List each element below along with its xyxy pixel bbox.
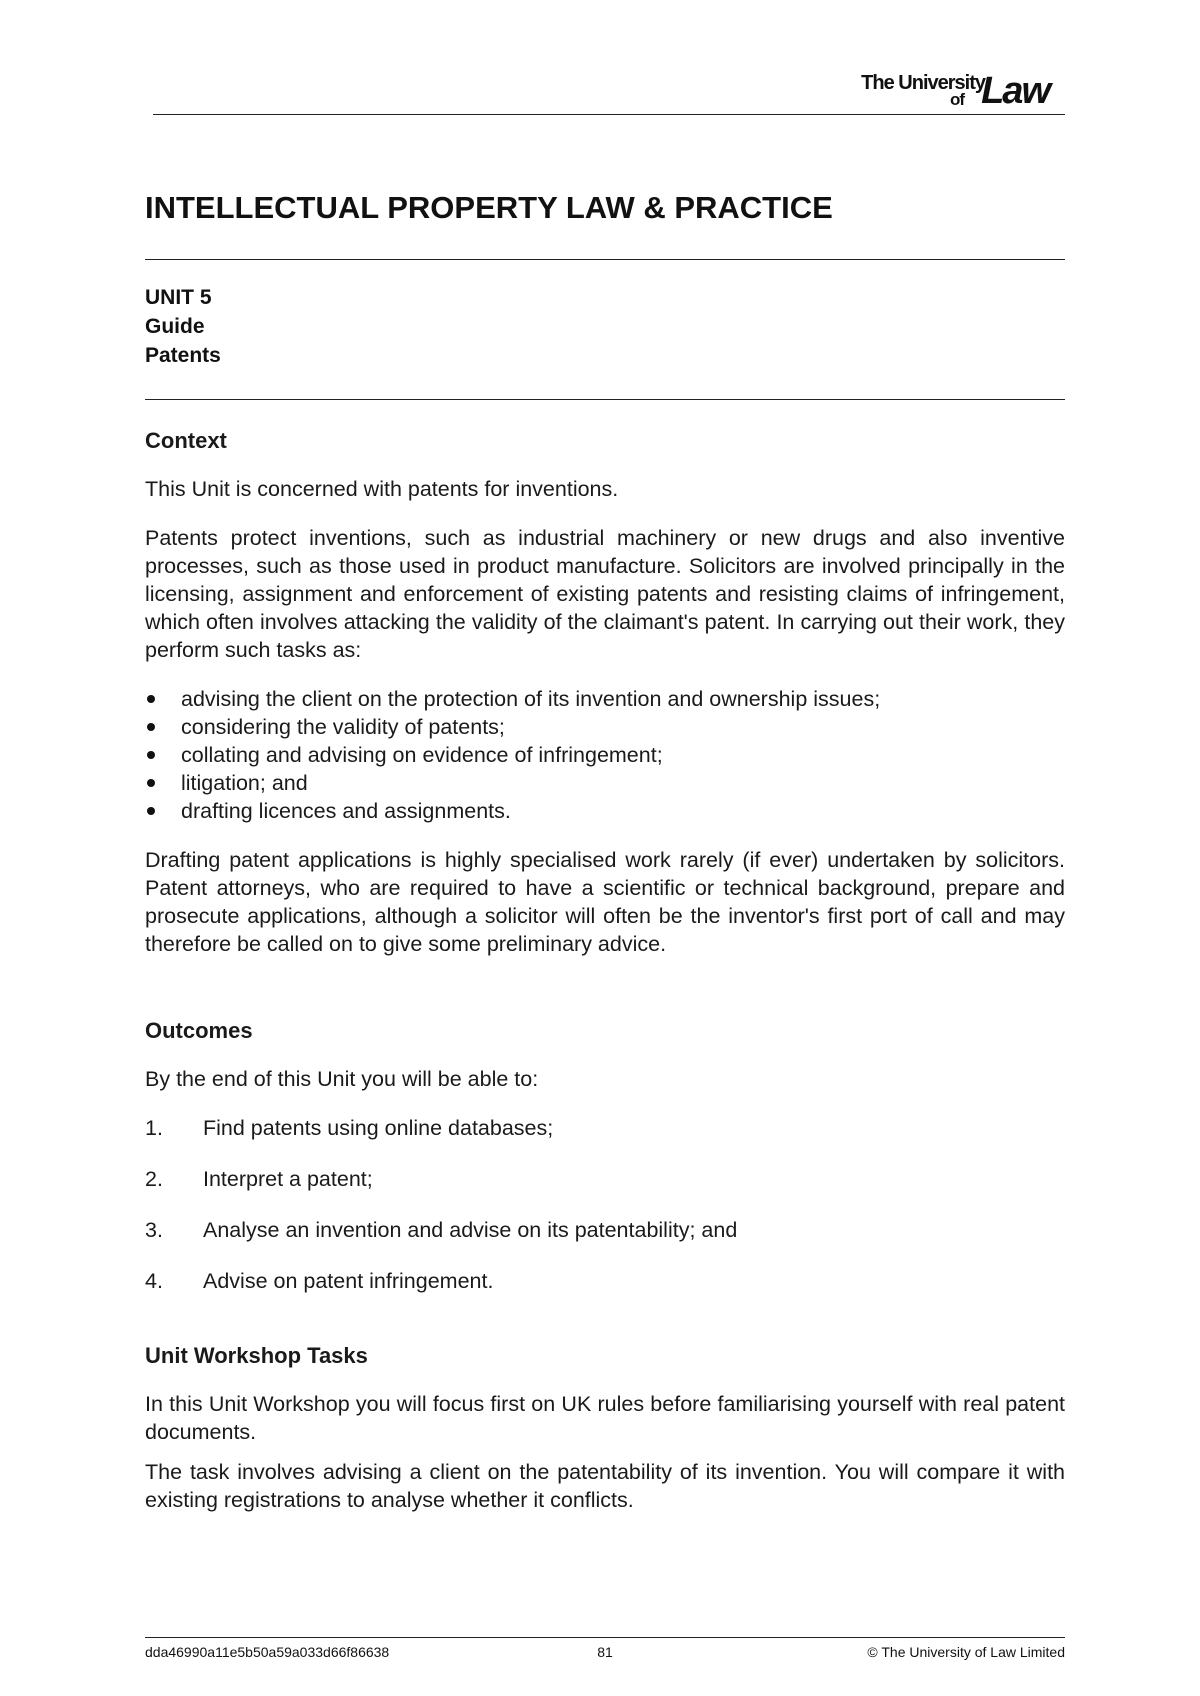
main-content [145, 427, 1065, 1535]
context-para-2: Patents protect inventions, such as industrial machinery or new drugs and also inventive processes, such as those used in product manufacture. Solicitors are involved principally in the licensing, assignment and enforcement of existing patents and resisting claims of infringement, which often involves attacking the validity of the claimant's patent. In carrying out their work, they perform such tasks as: [145, 526, 1065, 662]
context-heading: Context [145, 428, 227, 453]
list-item: 4. Advise on patent infringement. [145, 1269, 494, 1293]
unit-divider [145, 399, 1065, 400]
bullet-icon [147, 807, 155, 815]
list-item: litigation; and [145, 769, 1065, 797]
copyright-notice: © The University of Law Limited [867, 1644, 1065, 1660]
bullet-icon [147, 723, 155, 731]
tasks-list [145, 685, 1065, 825]
page-header [153, 60, 1065, 115]
page-footer [145, 1637, 1065, 1660]
workshop-heading: Unit Workshop Tasks [145, 1343, 368, 1368]
unit-info [145, 283, 221, 370]
context-para-1: This Unit is concerned with patents for inventions. [145, 477, 619, 501]
context-section [145, 427, 1065, 958]
outcomes-section [145, 1017, 1065, 1295]
list-item: collating and advising on evidence of infringement; [145, 741, 1065, 769]
unit-number: UNIT 5 [145, 286, 212, 309]
list-item: considering the validity of patents; [145, 713, 1065, 741]
title-divider [145, 259, 1065, 260]
workshop-para-2: The task involves advising a client on the patentability of its invention. You will compare it with existing registrations to analyse whether it conflicts. [145, 1460, 1065, 1512]
outcomes-intro: By the end of this Unit you will be able to: [145, 1067, 539, 1091]
bullet-icon [147, 779, 155, 787]
outcomes-heading: Outcomes [145, 1018, 253, 1043]
logo-line1: The University [861, 72, 985, 94]
outcomes-list [145, 1114, 1065, 1295]
list-item: drafting licences and assignments. [145, 797, 1065, 825]
workshop-para-1: In this Unit Workshop you will focus first on UK rules before familiarising yourself with real patent documents. [145, 1392, 1065, 1444]
bullet-icon [147, 695, 155, 703]
context-para-3: Drafting patent applications is highly specialised work rarely (if ever) undertaken by solicitors. Patent attorneys, who are required to have a scientific or technical background, prepare and prosecute applications, although a solicitor will often be the inventor's first port of call and may therefore be called on to give some preliminary advice. [145, 848, 1065, 956]
list-item: 2. Interpret a patent; [145, 1167, 373, 1191]
document-id: dda46990a11e5b50a59a033d66f86638 [145, 1644, 390, 1660]
logo-of: of [949, 90, 964, 109]
list-item: 3. Analyse an invention and advise on its patentability; and [145, 1218, 738, 1242]
page-number: 81 [597, 1644, 613, 1660]
logo-law: Law [981, 70, 1049, 112]
workshop-section [145, 1342, 1065, 1514]
list-item: 1. Find patents using online databases; [145, 1116, 554, 1140]
list-item: advising the client on the protection of its invention and ownership issues; [145, 685, 1065, 713]
unit-topic: Patents [145, 344, 221, 367]
bullet-icon [147, 751, 155, 759]
document-title: INTELLECTUAL PROPERTY LAW & PRACTICE [145, 190, 833, 225]
unit-type: Guide [145, 315, 205, 338]
university-logo [829, 66, 1049, 112]
